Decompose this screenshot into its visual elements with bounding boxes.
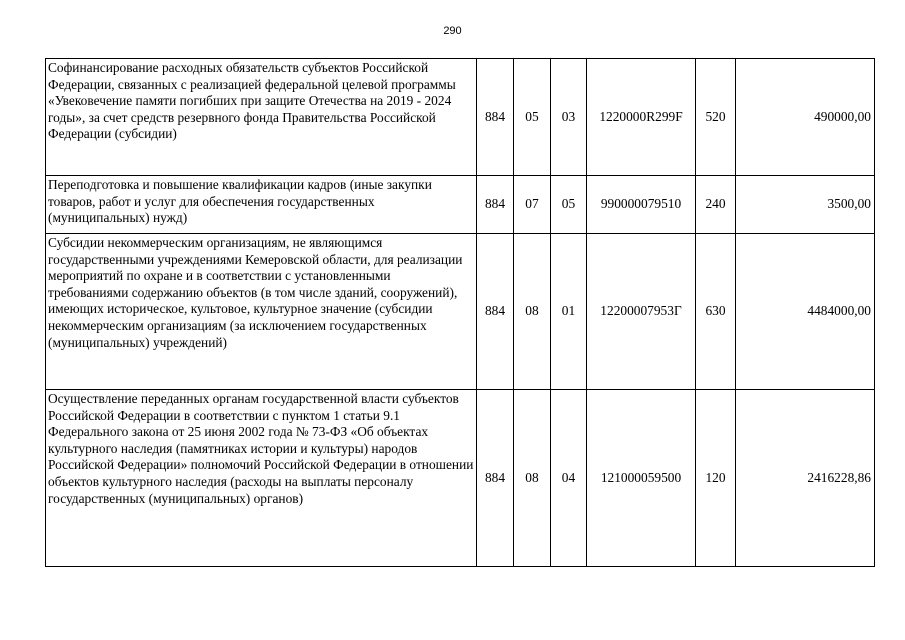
subsection-code: 05 [551, 176, 587, 234]
amount: 490000,00 [736, 59, 875, 176]
row-description: Субсидии некоммерческим организациям, не являющимся государственными учреждениями Кемеровской области, для реализации мероприятий по охране и в соответствии с установленными требованиями содержанию объектов (в том числе зданий, сооружений), имеющих историческое, культовое, культурное значение (субсидии некоммерческим организациям (за исключением государственных (муниципальных) учреждений) [46, 234, 477, 390]
target-article-code: 990000079510 [587, 176, 696, 234]
row-description: Софинансирование расходных обязательств субъектов Российской Федерации, связанных с реализацией федеральной целевой программы «Увековечение памяти погибших при защите Отечества на 2019 - 2024 годы», за счет средств резервного фонда Правительства Российской Федерации (субсидии) [46, 59, 477, 176]
table-row [46, 59, 875, 176]
table-row [46, 176, 875, 234]
grbs-code: 884 [477, 176, 514, 234]
expense-type-code: 120 [696, 390, 736, 567]
budget-table [45, 58, 875, 567]
section-code: 08 [514, 234, 551, 390]
page-number: 290 [443, 25, 462, 37]
expense-type-code: 520 [696, 59, 736, 176]
grbs-code: 884 [477, 234, 514, 390]
amount: 2416228,86 [736, 390, 875, 567]
subsection-code: 03 [551, 59, 587, 176]
section-code: 08 [514, 390, 551, 567]
table-row [46, 234, 875, 390]
target-article-code: 12200007953Г [587, 234, 696, 390]
target-article-code: 1220000R299F [587, 59, 696, 176]
row-description: Переподготовка и повышение квалификации кадров (иные закупки товаров, работ и услуг для обеспечения государственных (муниципальных) нужд) [46, 176, 477, 234]
amount: 4484000,00 [736, 234, 875, 390]
table-row [46, 390, 875, 567]
grbs-code: 884 [477, 59, 514, 176]
subsection-code: 04 [551, 390, 587, 567]
expense-type-code: 630 [696, 234, 736, 390]
target-article-code: 121000059500 [587, 390, 696, 567]
row-description: Осуществление переданных органам государственной власти субъектов Российской Федерации в соответствии с пунктом 1 статьи 9.1 Федерального закона от 25 июня 2002 года № 73-ФЗ «Об объектах культурного наследия (памятниках истории и культуры) народов Российской Федерации» полномочий Российской Федерации в отношении объектов культурного наследия (расходы на выплаты персоналу государственных (муниципальных) органов) [46, 390, 477, 567]
section-code: 07 [514, 176, 551, 234]
grbs-code: 884 [477, 390, 514, 567]
section-code: 05 [514, 59, 551, 176]
amount: 3500,00 [736, 176, 875, 234]
subsection-code: 01 [551, 234, 587, 390]
expense-type-code: 240 [696, 176, 736, 234]
